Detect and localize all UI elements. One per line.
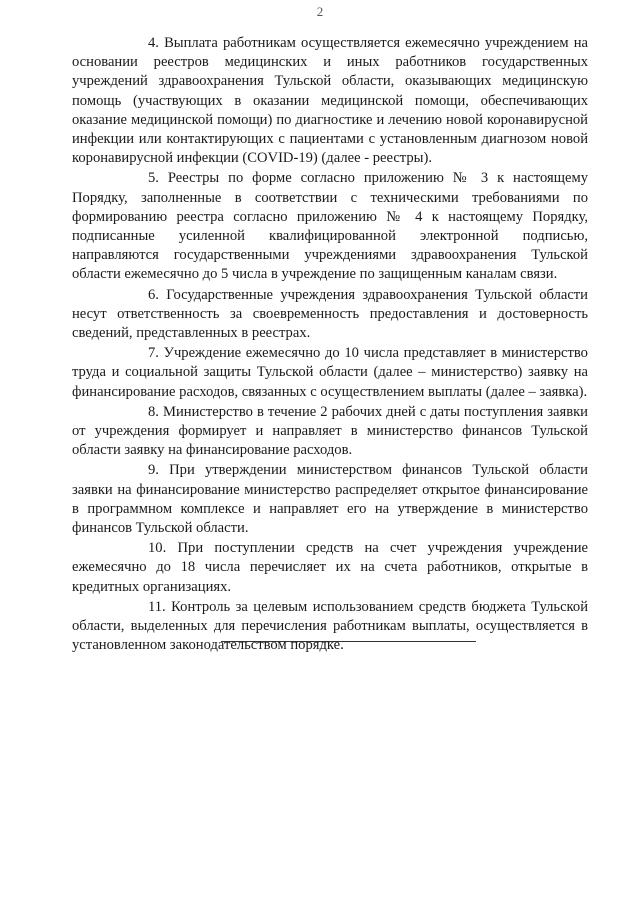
paragraph-8 xyxy=(72,403,588,461)
paragraph-text: Контроль за целевым использованием средств бюджета Тульской области, выделенных для перечисления работникам выплаты, осуществляется в установленном законодательством порядке. xyxy=(72,598,588,654)
paragraph-number: 6. xyxy=(148,286,159,303)
paragraph-number: 8. xyxy=(148,403,159,420)
paragraph-6 xyxy=(72,286,588,344)
paragraph-11 xyxy=(72,598,588,656)
paragraph-number: 7. xyxy=(148,345,159,362)
paragraph-number: 4. xyxy=(148,35,159,51)
page-number: 2 xyxy=(316,4,324,19)
paragraph-text: Реестры по форме согласно приложению № 3 к настоящему Порядку, заполненные в соответствии с техническими требованиями по формированию реестра согласно приложению № 4 к настоящему Порядку, подписанные усиленной квалифицированной электронной подписью, направляются государственными учреждениями здравоохранения Тульской области ежемесячно до 5 числа в учреждение по защищенным каналам связи. xyxy=(72,170,588,283)
paragraph-number: 5. xyxy=(148,170,159,187)
closing-divider-line xyxy=(221,641,476,642)
paragraph-text: Учреждение ежемесячно до 10 числа представляет в министерство труда и социальной защиты Тульской области (далее – министерство) заявку на финансирование расходов, связанных с осуществлением выплаты (далее – заявка). xyxy=(72,345,588,400)
paragraph-text: Выплата работникам осуществляется ежемесячно учреждением на основании реестров медицинских и иных работников государственных учреждений здравоохранения Тульской области, оказывающих медицинскую помощь (участвующих в оказании медицинской помощи, обеспечивающих оказание медицинской помощи) по диагностике и лечению новой коронавирусной инфекции или контактирующих с пациентами с установленным диагнозом новой коронавирусной инфекции (COVID-19) (далее - реестры). xyxy=(72,35,588,167)
paragraph-5 xyxy=(72,169,588,284)
paragraph-number: 10. xyxy=(148,540,167,557)
paragraph-7 xyxy=(72,344,588,402)
paragraph-text: При поступлении средств на счет учреждения учреждение ежемесячно до 18 числа перечисляет их на счета работников, открытые в кредитных организациях. xyxy=(72,540,588,595)
paragraph-text: Государственные учреждения здравоохранения Тульской области несут ответственность за своевременность предоставления и достоверность сведений, представленных в реестрах. xyxy=(72,286,588,342)
paragraph-4 xyxy=(72,34,588,168)
document-body xyxy=(72,34,588,657)
paragraph-text: При утверждении министерством финансов Тульской области заявки на финансирование министерство распределяет открытое финансирование в программном комплексе и направляет его на утверждение в министерство финансов Тульской области. xyxy=(72,462,588,537)
paragraph-number: 11. xyxy=(148,598,166,615)
paragraph-text: Министерство в течение 2 рабочих дней с даты поступления заявки от учреждения формирует и направляет в министерство финансов Тульской области заявку на финансирование расходов. xyxy=(72,403,588,459)
paragraph-10 xyxy=(72,539,588,597)
paragraph-9 xyxy=(72,461,588,538)
paragraph-number: 9. xyxy=(148,462,159,479)
